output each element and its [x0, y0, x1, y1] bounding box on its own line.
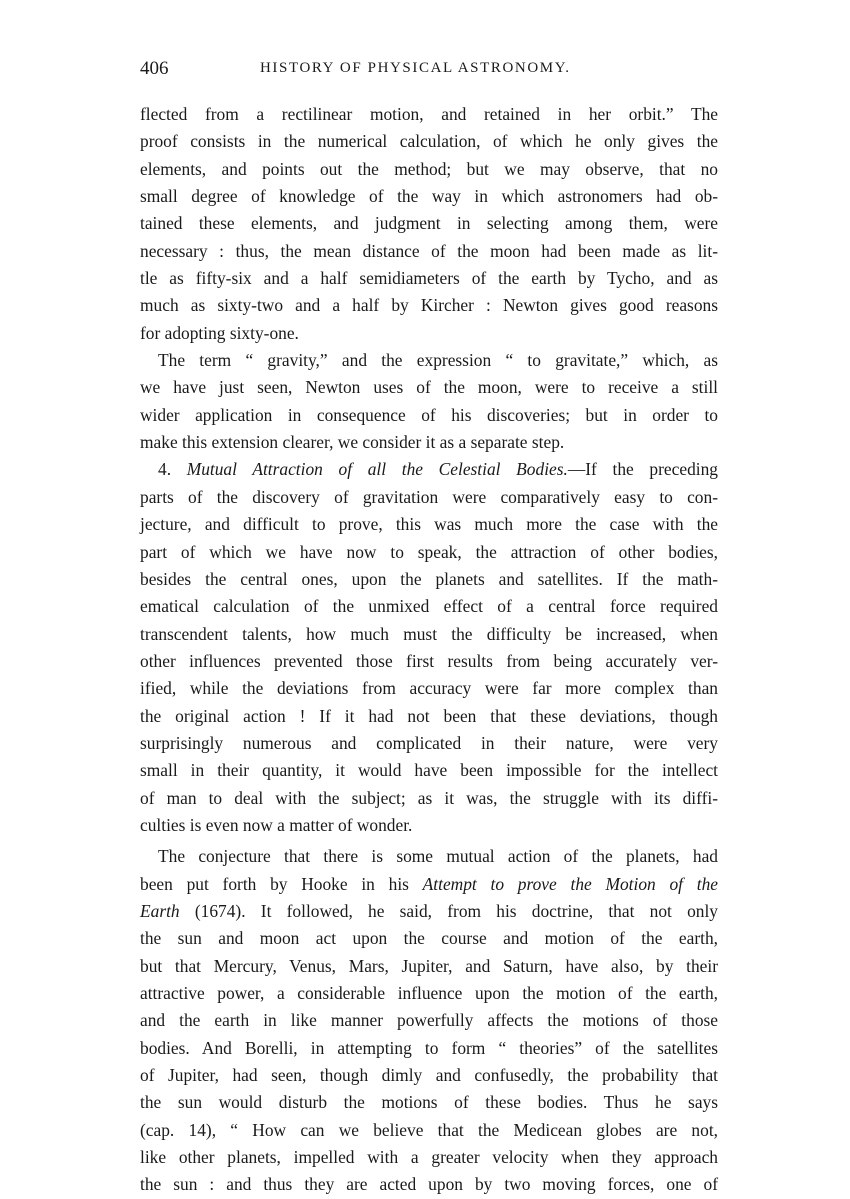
paragraph-2 [140, 347, 718, 456]
text-line: and the earth in like manner powerfully affects the motions of those [140, 1010, 718, 1031]
text-line: much as sixty-two and a half by Kircher : Newton gives good reasons [140, 295, 718, 316]
text-line: tle as fifty-six and a half semidiameters of the earth by Tycho, and as [140, 268, 718, 289]
text-line: wider application in consequence of his discoveries; but in order to [140, 404, 718, 425]
text-line: the sun : and thus they are acted upon by two moving forces, one of [140, 1174, 718, 1195]
text-line: for adopting sixty-one. [140, 322, 299, 343]
text-line: proof consists in the numerical calculation, of which he only gives the [140, 131, 718, 152]
text-line [140, 871, 718, 898]
text-line: like other planets, impelled with a greater velocity when they approach [140, 1147, 718, 1168]
text-line: tained these elements, and judgment in selecting among them, were [140, 213, 718, 234]
text-line: necessary : thus, the mean distance of the moon had been made as lit- [140, 240, 718, 261]
section-heading-rest: —If the preceding [567, 459, 718, 480]
text-line [140, 898, 718, 925]
text-line: attractive power, a considerable influence upon the motion of the earth, [140, 983, 718, 1003]
book-title: HISTORY OF PHYSICAL ASTRONOMY. [260, 60, 571, 76]
text-line: The conjecture that there is some mutual action of the planets, had [158, 846, 718, 867]
text-line: ified, while the deviations from accuracy were far more complex than [140, 678, 718, 699]
cited-work-title-end: Earth [140, 900, 180, 921]
text-line: the sun would disturb the motions of these bodies. Thus he says [140, 1092, 718, 1113]
text-line: small in their quantity, it would have been impossible for the intellect [140, 760, 718, 781]
cited-work-title: Attempt to prove the Motion of the [422, 873, 718, 894]
text-line: the original action ! If it had not been that these deviations, though [140, 705, 718, 726]
text-line: parts of the discovery of gravitation were comparatively easy to con- [140, 486, 718, 507]
text-line: make this extension clearer, we consider it as a separate step. [140, 432, 565, 453]
paragraph-1 [140, 101, 718, 347]
text-line: culties is even now a matter of wonder. [140, 814, 413, 835]
page-number: 406 [140, 58, 169, 79]
text-line: but that Mercury, Venus, Mars, Jupiter, and Saturn, have also, by their [140, 955, 718, 976]
text-line: part of which we have now to speak, the attraction of other bodies, [140, 541, 718, 562]
text-line: of Jupiter, had seen, though dimly and confusedly, the probability that [140, 1065, 718, 1086]
running-head [140, 58, 718, 88]
text-line: (cap. 14), “ How can we believe that the Medicean globes are not, [140, 1119, 718, 1140]
text-line: small degree of knowledge of the way in which astronomers had ob- [140, 186, 718, 207]
text-line: other influences prevented those first results from being accurately ver- [140, 650, 718, 671]
paragraph-4 [140, 843, 718, 1198]
section-title: Mutual Attraction of all the Celestial Bodies. [186, 459, 568, 480]
text-line: bodies. And Borelli, in attempting to form “ theories” of the satellites [140, 1037, 718, 1058]
text-line: the sun and moon act upon the course and motion of the earth, [140, 928, 718, 949]
text-line: ematical calculation of the unmixed effect of a central force required [140, 596, 718, 617]
text-line: flected from a rectilinear motion, and retained in her orbit.” The [140, 104, 718, 124]
text-line: we have just seen, Newton uses of the moon, were to receive a still [140, 377, 718, 398]
text-line: of man to deal with the subject; as it was, the struggle with its diffi- [140, 787, 718, 808]
section-number: 4. [158, 459, 187, 480]
text-fragment: been put forth by Hooke in his [140, 873, 423, 894]
text-line: The term “ gravity,” and the expression “ to gravitate,” which, as [158, 350, 718, 371]
text-line: transcendent talents, how much must the difficulty be increased, when [140, 623, 718, 644]
text-line: besides the central ones, upon the planets and satellites. If the math- [140, 568, 718, 589]
text-line: surprisingly numerous and complicated in their nature, were very [140, 732, 718, 753]
section-heading-line [140, 456, 718, 483]
text-line: elements, and points out the method; but we may observe, that no [140, 158, 718, 179]
section-mutual-attraction [140, 456, 718, 839]
text-line: jecture, and difficult to prove, this was much more the case with the [140, 514, 718, 535]
body-text [140, 101, 718, 1199]
text-fragment: (1674). It followed, he said, from his doctrine, that not only [179, 900, 718, 921]
